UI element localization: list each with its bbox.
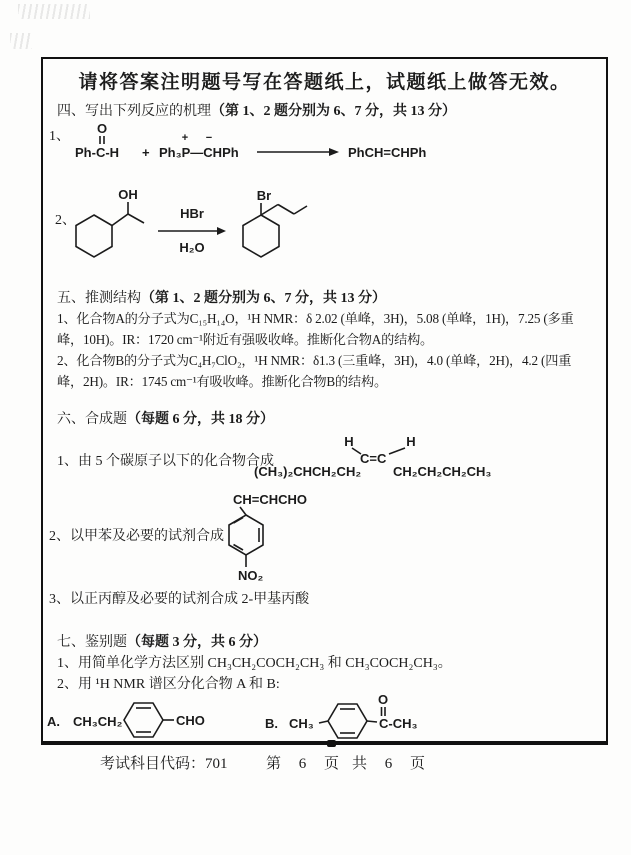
aldehyde-group: CHO: [176, 713, 205, 728]
section6-q3-text: 3、以正丙醇及必要的试剂合成 2-甲基丙酸: [49, 592, 310, 607]
reaction-arrow: [158, 227, 226, 235]
cis-alkene-structure: [252, 430, 492, 482]
reagent-hbr: HBr: [180, 206, 204, 221]
section4-points: （第 1、2 题分别为 6、7 分，共 13 分）: [211, 104, 456, 119]
double-bond-carbons: C=C: [360, 451, 387, 466]
cinnamaldehyde-group: CH=CHCHO: [233, 492, 308, 507]
page-number-total: 共 6 页: [352, 756, 433, 772]
scan-ink-blob: [327, 740, 336, 747]
section5-body: [57, 308, 605, 392]
plus-sign: +: [142, 145, 150, 160]
section5-heading: [57, 287, 386, 307]
stilbene-product-formula: PhCH=CHPh: [348, 145, 427, 160]
nmr-problem-line: 1、化合物A的分子式为C₁₅H₁₄O，¹H NMR：δ 2.02 (单峰，3H)，5.08 (单峰，1H)，7.25 (多重: [57, 311, 574, 326]
reaction-arrow: [257, 148, 339, 156]
carbonyl-double-bond: [382, 707, 386, 716]
section4-title: 四、写出下列反应的机理: [57, 104, 211, 119]
exam-border-frame: [41, 57, 608, 745]
page-number-current: 第 6 页: [266, 756, 347, 772]
section5-title: 五、推测结构: [57, 291, 141, 306]
scan-smudge: [10, 33, 32, 49]
carbonyl-double-bond: [100, 136, 104, 144]
cyclohexanol-hbr-reaction: [46, 187, 426, 279]
section6-heading: [57, 408, 274, 428]
section7-q1-text: 1、用简单化学方法区别 CH₃CH₂COCH₂CH₃ 和 CH₃COCH₂CH₃。: [57, 656, 452, 671]
nitro-group: NO₂: [238, 568, 264, 583]
compound-b-structure: [264, 690, 454, 745]
section5-points: （第 1、2 题分别为 6、7 分，共 13 分）: [141, 291, 386, 306]
reagent-water: H₂O: [179, 240, 205, 255]
section4-q1-label: 1、: [49, 129, 70, 144]
nmr-problem-line: 峰，2H)。IR：1745 cm⁻¹有吸收峰。推断化合物B的结构。: [57, 374, 387, 389]
bromine-label: Br: [256, 188, 272, 203]
section6-q2-text: 2、以甲苯及必要的试剂合成: [49, 529, 224, 544]
nmr-problem-line: 2、化合物B的分子式为C₄H₇ClO₂，¹H NMR：δ1.3 (三重峰，3H)，4.0 (单峰，2H)，4.2 (四重: [57, 353, 572, 368]
benzaldehyde-formula: Ph-C-H: [75, 145, 120, 160]
aromatic-double-bonds: [234, 518, 260, 551]
carbanion-minus-charge: −: [205, 132, 213, 144]
scan-smudge: [18, 4, 90, 19]
section7-q2-text: 2、用 ¹H NMR 谱区分化合物 A 和 B:: [57, 677, 280, 692]
isoamyl-chain: (CH₃)₂CHCH₂CH₂: [254, 464, 362, 479]
cyclohexane-ring: [76, 215, 112, 257]
aromatic-double-bonds: [340, 709, 355, 733]
phosphorus-plus-charge: +: [181, 132, 189, 144]
section7-heading: [57, 631, 267, 651]
carbonyl-oxygen-label: O: [96, 121, 108, 136]
bromide-and-ethyl-bonds: [261, 203, 307, 215]
section7-points: （每题 3 分，共 6 分）: [127, 635, 267, 650]
section4-q2-label: 2、: [55, 213, 76, 228]
product-cyclohexane-ring: [243, 215, 279, 257]
wittig-reaction-equation: [72, 117, 608, 167]
vinyl-h-left: H: [344, 434, 354, 449]
section6-points: （每题 6 分，共 18 分）: [127, 412, 274, 427]
section6-title: 六、合成题: [57, 412, 127, 427]
section6-q1-text: 1、由 5 个碳原子以下的化合物合成: [57, 454, 274, 469]
acetyl-group: C-CH₃: [379, 716, 418, 731]
vinyl-h-right: H: [406, 434, 416, 449]
compound-a-label: A.: [47, 714, 60, 729]
section7-title: 七、鉴别题: [57, 635, 127, 650]
compound-a-structure: [46, 693, 236, 745]
ethyl-group: CH₃CH₂: [73, 714, 123, 729]
butyl-chain: CH₂CH₂CH₂CH₃: [393, 464, 492, 479]
methyl-group: CH₃: [289, 716, 314, 731]
exam-code: 考试科目代码：701: [100, 756, 228, 772]
top-substituent-bond: [240, 507, 246, 515]
compound-b-label: B.: [265, 716, 278, 731]
benzene-ring: [229, 515, 263, 555]
ylide-formula: Ph₃P—CHPh: [159, 145, 239, 160]
hydroxyl-label: OH: [118, 187, 138, 202]
nmr-problem-line: 峰，10H)。IR：1720 cm⁻¹附近有强吸收峰。推断化合物A的结构。: [57, 332, 434, 347]
carbinol-bonds: [112, 202, 144, 226]
carbonyl-oxygen-label: O: [377, 692, 389, 707]
acetyl-bond: [367, 721, 377, 722]
aromatic-double-bonds: [136, 708, 151, 732]
answer-sheet-notice: 请将答案注明题号写在答题纸上，试题纸上做答无效。: [78, 72, 571, 93]
methyl-bond: [319, 721, 328, 723]
